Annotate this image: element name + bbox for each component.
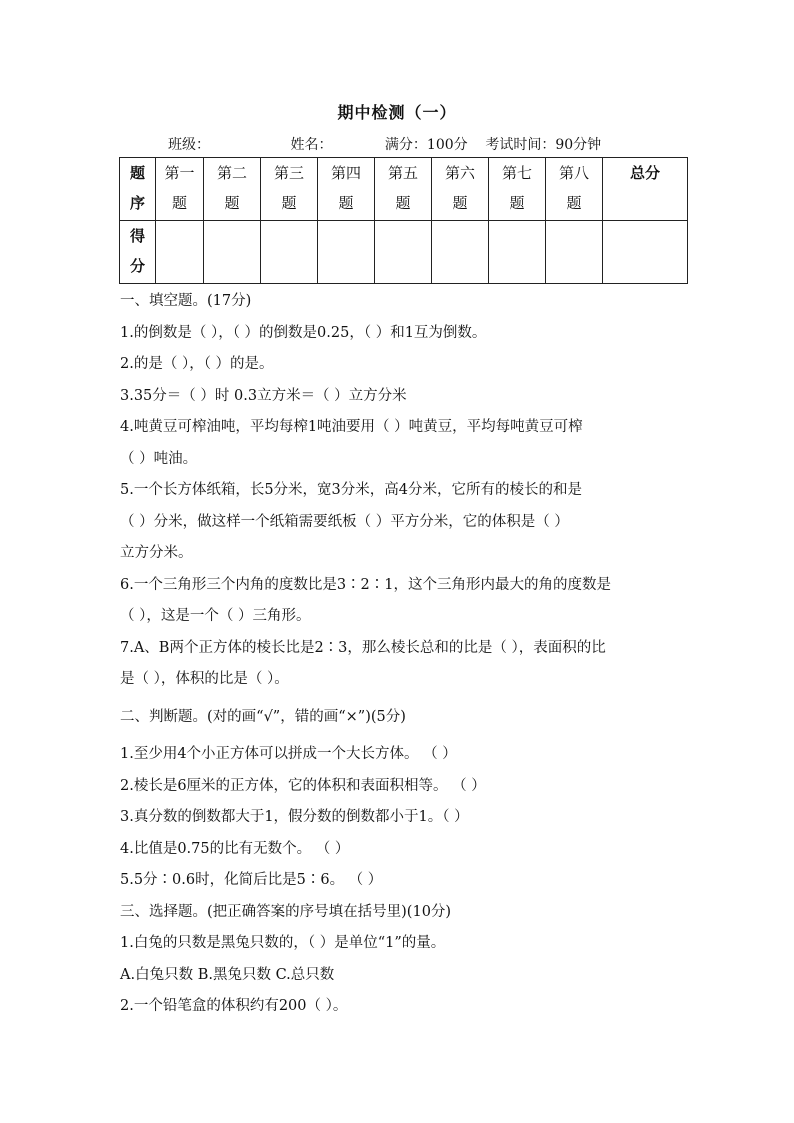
question-line: 2.棱长是6厘米的正方体，它的体积和表面积相等。 （ ）	[120, 777, 486, 794]
score-cell-total[interactable]	[603, 221, 688, 284]
score-cell[interactable]	[204, 221, 261, 284]
exam-info	[168, 134, 601, 154]
question-line: 1.至少用4个小正方体可以拼成一个大长方体。 （ ）	[120, 746, 457, 762]
question-line: 是（ ），体积的比是（ ）。	[120, 671, 289, 687]
header-cell-total: 总分	[603, 158, 688, 221]
score-label-cell: 得 分	[120, 221, 156, 284]
question-line: 4.比值是0.75的比有无数个。 （ ）	[120, 840, 350, 857]
question-line: （ ）吨油。	[120, 450, 198, 467]
exam-title: 期中检测（一）	[337, 103, 457, 122]
exam-content	[120, 286, 680, 1023]
exam-time-label: 考试时间：90分钟	[485, 137, 602, 153]
question-line: 1.的倒数是（ ），（ ）的倒数是0.25，（ ）和1互为倒数。	[120, 324, 487, 341]
score-table-score-row	[120, 221, 688, 284]
header-cell-q4: 第四 题	[318, 158, 375, 221]
header-cell-q5: 第五 题	[375, 158, 432, 221]
class-label: 班级：	[168, 137, 210, 153]
question-line: 5.5分∶0.6时，化简后比是5∶6。 （ ）	[120, 872, 383, 888]
full-score-label: 满分：100分	[384, 137, 468, 153]
header-cell-q1: 第一 题	[156, 158, 204, 221]
section-heading-multiple-choice: 三、选择题。(把正确答案的序号填在括号里)(10分)	[120, 903, 452, 920]
header-cell-q3: 第三 题	[261, 158, 318, 221]
question-line: 立方分米。	[120, 545, 193, 561]
question-line: （ ），这是一个（ ）三角形。	[120, 608, 311, 624]
header-cell-q8: 第八 题	[546, 158, 603, 221]
choice-options-line: A.白兔只数 B.黑兔只数 C.总只数	[120, 966, 335, 983]
score-table-header-row	[120, 158, 688, 221]
score-cell[interactable]	[546, 221, 603, 284]
name-label: 姓名：	[290, 137, 333, 153]
section-heading-true-false: 二、判断题。(对的画“√”，错的画“×”)(5分)	[120, 708, 406, 725]
score-cell[interactable]	[432, 221, 489, 284]
score-cell[interactable]	[375, 221, 432, 284]
question-line: 2.一个铅笔盒的体积约有200（ ）。	[120, 998, 348, 1014]
score-cell[interactable]	[261, 221, 318, 284]
score-cell[interactable]	[156, 221, 204, 284]
header-cell-q6: 第六 题	[432, 158, 489, 221]
header-cell-q2: 第二 题	[204, 158, 261, 221]
question-line: 6.一个三角形三个内角的度数比是3∶2∶1，这个三角形内最大的角的度数是	[120, 576, 612, 593]
score-table	[119, 157, 688, 284]
header-cell-q7: 第七 题	[489, 158, 546, 221]
question-line: 2.的是（ ），（ ）的是。	[120, 356, 274, 372]
header-cell-order: 题 序	[120, 158, 156, 221]
question-line: 3.真分数的倒数都大于1，假分数的倒数都小于1。（ ）	[120, 809, 469, 825]
score-cell[interactable]	[489, 221, 546, 284]
question-line: 4.吨黄豆可榨油吨，平均每榨1吨油要用（ ）吨黄豆，平均每吨黄豆可榨	[120, 419, 583, 435]
question-line: 7.A、B两个正方体的棱长比是2∶3，那么棱长总和的比是（ ），表面积的比	[120, 639, 606, 656]
question-line: （ ）分米，做这样一个纸箱需要纸板（ ）平方分米，它的体积是（ ）	[120, 513, 569, 530]
question-line: 1.白兔的只数是黑兔只数的，（ ）是单位“1”的量。	[120, 935, 446, 951]
section-heading-fill-blank: 一、填空题。(17分)	[120, 293, 252, 309]
score-cell[interactable]	[318, 221, 375, 284]
question-line: 5.一个长方体纸箱，长5分米，宽3分米，高4分米，它所有的棱长的和是	[120, 482, 583, 498]
question-line: 3.35分＝（ ）时 0.3立方米＝（ ）立方分米	[120, 387, 407, 404]
